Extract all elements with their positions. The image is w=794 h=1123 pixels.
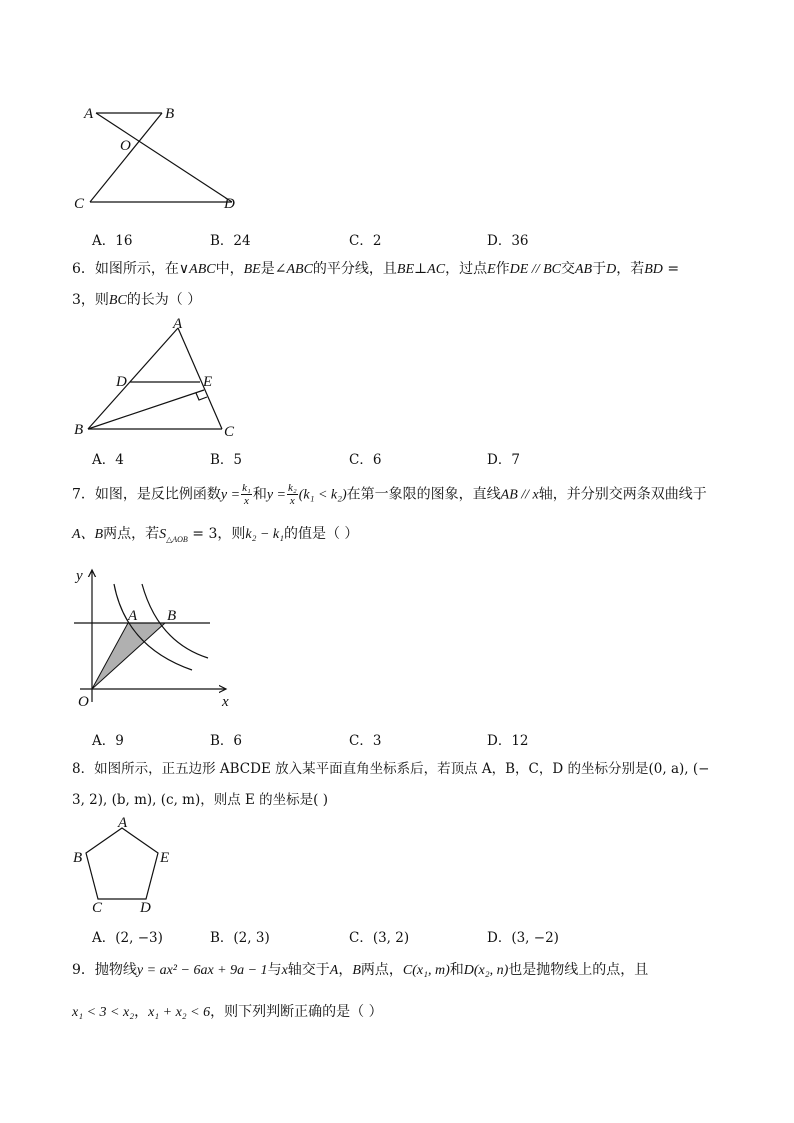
q9-stem-line1: 9．抛物线y = ax² − 6ax + 9a − 1与x轴交于A，B两点，C(x₁, m)和D(x₂, n)也是抛物线上的点，且 <box>72 962 649 978</box>
q7-label-b: B <box>167 608 177 624</box>
q7-option-c: C．3 <box>349 733 382 749</box>
q8-stem-line1: 8．如图所示，正五边形 ABCDE 放入某平面直角坐标系后，若顶点 A，B，C，D 的坐标分别是(0, a), (− <box>72 761 710 777</box>
q7-option-a: A．9 <box>92 733 124 749</box>
q6-label-c: C <box>224 424 235 440</box>
q5-label-d: D <box>224 196 235 212</box>
q6-stem-line1: 6．如图所示，在∨ABC中，BE是∠ABC的平分线，且BE⊥AC，过点E作DE // BC交AB于D，若BD = <box>72 261 680 277</box>
q9-stem-line2: x₁ < 3 < x₂，x₁ + x₂ < 6，则下列判断正确的是（ ） <box>72 1004 383 1020</box>
q6-label-d: D <box>116 374 127 390</box>
q8-option-c: C．(3, 2) <box>349 930 410 946</box>
q7-option-b: B．6 <box>210 733 243 749</box>
q8-option-a: A．(2, −3) <box>92 930 163 946</box>
q7-label-o: O <box>78 694 89 710</box>
q6-stem-line2: 3，则BC的长为（ ） <box>72 292 202 308</box>
q8-label-d: D <box>140 900 151 915</box>
q8-label-c: C <box>92 900 103 915</box>
q7-stem-line2: A、B两点，若$S_{\triangle AOB} = 3$，则k₂ − k₁的值是（ ） <box>72 526 359 544</box>
q7-label-y: y <box>76 568 83 584</box>
q6-figure <box>70 312 250 440</box>
q8-option-d: D．(3, −2) <box>487 930 559 946</box>
q5-option-b: B．24 <box>210 233 251 249</box>
q6-option-b: B．5 <box>210 452 243 468</box>
q5-label-a: A <box>84 106 94 122</box>
q5-figure <box>70 100 250 215</box>
q7-label-a: A <box>128 608 138 624</box>
q8-figure <box>70 815 180 915</box>
q8-label-a: A <box>118 815 128 831</box>
q6-label-a: A <box>173 316 183 332</box>
q6-label-b: B <box>74 422 84 438</box>
q5-option-a: A．16 <box>92 233 133 249</box>
q6-option-c: C．6 <box>349 452 382 468</box>
q6-option-a: A．4 <box>92 452 124 468</box>
q8-label-b: B <box>73 850 83 866</box>
q6-label-e: E <box>203 374 213 390</box>
q8-stem-line2: 3, 2), (b, m), (c, m)，则点 E 的坐标是( ) <box>72 792 328 808</box>
q7-option-d: D．12 <box>487 733 529 749</box>
q5-option-d: D．36 <box>487 233 529 249</box>
q5-option-c: C．2 <box>349 233 382 249</box>
q5-label-o: O <box>120 138 131 154</box>
q7-stem-line1: 7．如图，是反比例函数y = $\frac{\text{k₁}}{x}$ 和y = $\frac{\text{k₂}}{x}$ (k₁ < k₂)在第一象限的图象，直线AB // x轴，并分别交两条双曲线于 <box>72 482 707 507</box>
q5-label-c: C <box>74 196 85 212</box>
q5-label-b: B <box>165 106 175 122</box>
q8-option-b: B．(2, 3) <box>210 930 270 946</box>
q8-label-e: E <box>160 850 170 866</box>
q7-figure <box>70 562 250 712</box>
q6-option-d: D．7 <box>487 452 520 468</box>
q7-label-x: x <box>222 694 229 710</box>
